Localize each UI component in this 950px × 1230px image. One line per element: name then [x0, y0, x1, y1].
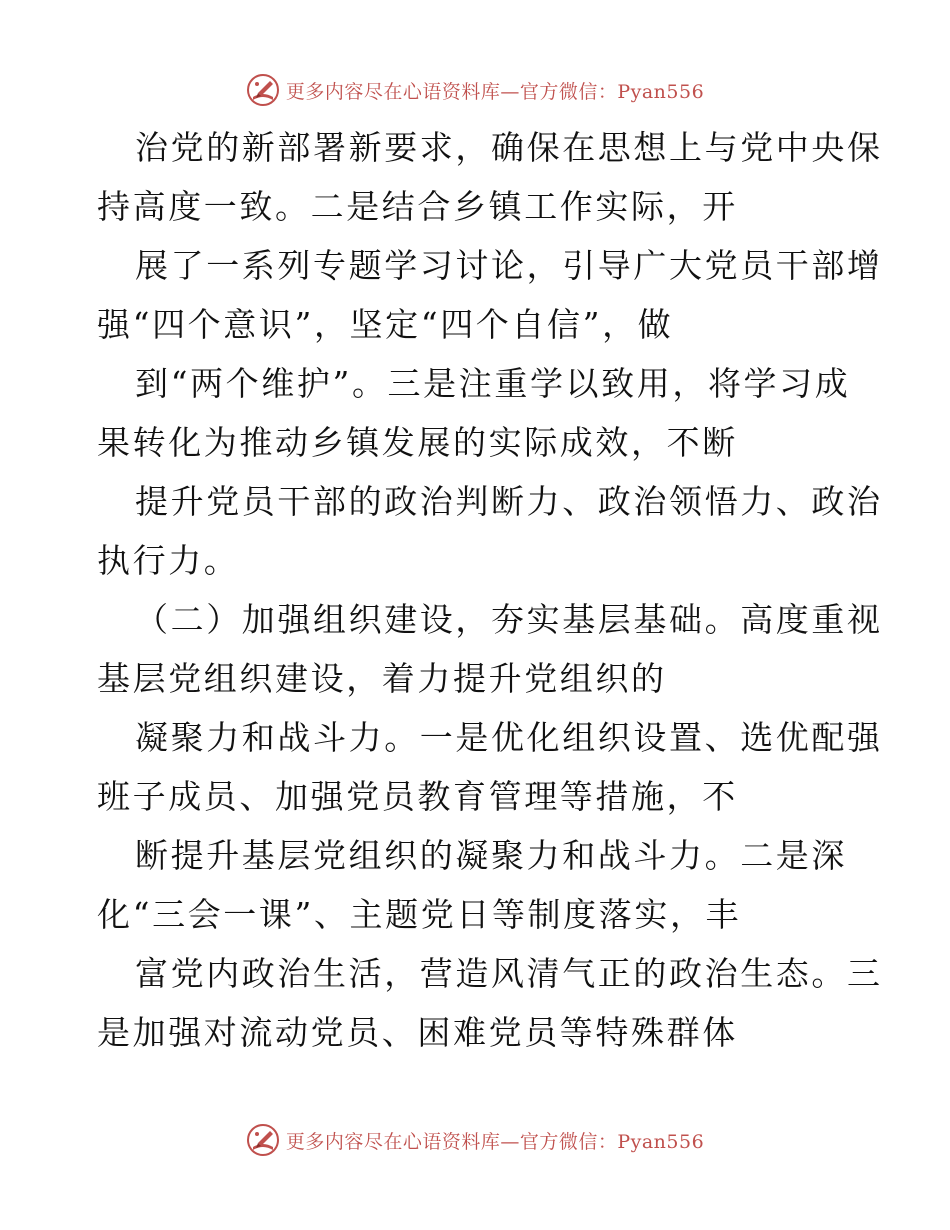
pen-book-logo-icon	[246, 1123, 280, 1157]
text-line: 提升党员干部的政治判断力、政治领悟力、政治	[135, 482, 883, 521]
text-line: 强“四个意识”，坚定“四个自信”，做	[97, 305, 674, 344]
text-line: 治党的新部署新要求，确保在思想上与党中央保	[135, 128, 883, 167]
text-line: 持高度一致。二是结合乡镇工作实际，开	[97, 187, 738, 226]
pen-book-logo-icon	[246, 73, 280, 107]
text-line: 富党内政治生活，营造风清气正的政治生态。三	[135, 954, 883, 993]
text-line: 断提升基层党组织的凝聚力和战斗力。二是深	[135, 836, 847, 875]
footer-banner	[0, 1120, 950, 1160]
text-line: 凝聚力和战斗力。一是优化组织设置、选优配强	[135, 718, 883, 757]
text-line: （二）加强组织建设，夯实基层基础。高度重视	[135, 600, 883, 639]
text-line: 是加强对流动党员、困难党员等特殊群体	[97, 1013, 738, 1052]
text-line: 班子成员、加强党员教育管理等措施，不	[97, 777, 738, 816]
body-text	[97, 118, 883, 1062]
text-line: 执行力。	[97, 541, 240, 580]
header-banner	[0, 70, 950, 110]
text-line: 展了一系列专题学习讨论，引导广大党员干部增	[135, 246, 883, 285]
header-banner-text: 更多内容尽在心语资料库—官方微信：Pyan556	[285, 80, 705, 103]
text-line: 果转化为推动乡镇发展的实际成效，不断	[97, 423, 738, 462]
text-line: 到“两个维护”。三是注重学以致用，将学习成	[135, 364, 851, 403]
text-line: 基层党组织建设，着力提升党组织的	[97, 659, 667, 698]
footer-banner-text: 更多内容尽在心语资料库—官方微信：Pyan556	[285, 1130, 705, 1153]
text-line: 化“三会一课”、主题党日等制度落实，丰	[97, 895, 742, 934]
